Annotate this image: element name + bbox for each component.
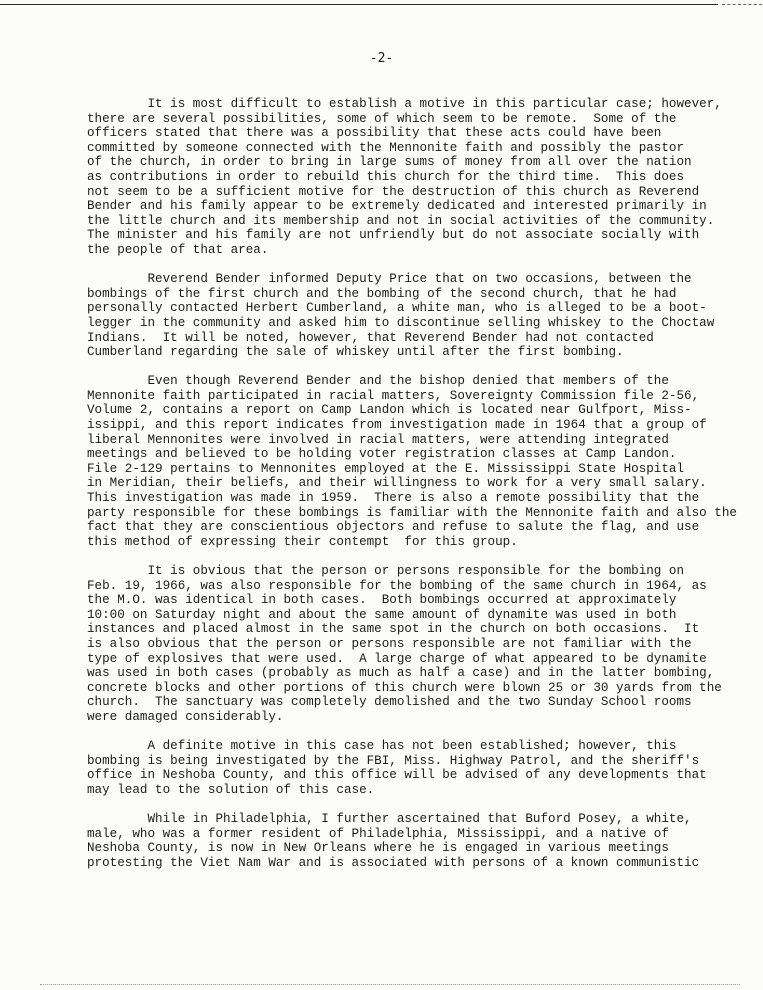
paragraph-bombing-details: It is obvious that the person or persons responsible for the bombing on Feb. 19, 1966, was also responsible for the bombing of the same church in 1964, as the M.O. was identical in both cases. Both bombings occurred at approximately 10:00 on Saturday night and about the same amount of dynamite was used in both instances and placed almost in the same spot in the church on both occasions. It is also obvious that the person or persons responsible are not familiar with the type of explosives that were used. A large charge of what appeared to be dynamite was used in both cases (probably as much as half a case) and in the latter bombing, concrete blocks and other portions of this church were blown 25 or 30 yards from the church. The sanctuary was completely demolished and the two Sunday School rooms were damaged considerably.	[87, 564, 722, 724]
bottom-rule	[40, 984, 740, 985]
page-number: -2-	[369, 51, 394, 66]
top-rule-dashed	[722, 4, 762, 5]
top-rule	[0, 4, 718, 5]
paragraph-cumberland: Reverend Bender informed Deputy Price that on two occasions, between the bombings of the first church and the bombing of the second church, that he had personally contacted Herbert Cumberland, a white man, who is alleged to be a boot- legger in the community and asked him to discontinue selling whiskey to the Choctaw Indians. It will be noted, however, that Reverend Bender had not contacted Cumberland regarding the sale of whiskey until after the first bombing.	[87, 272, 715, 360]
paragraph-motive: It is most difficult to establish a motive in this particular case; however, there are several possibilities, some of which seem to be remote. Some of the officers stated that there was a possibility that these acts could have been committed by someone connected with the Mennonite faith and possibly the pastor of the church, in order to bring in large sums of money from all over the nation as contributions in order to rebuild this church for the third time. This does not seem to be a sufficient motive for the destruction of this church as Reverend Bender and his family appear to be extremely dedicated and interested primarily in the little church and its membership and not in social activities of the community. The minister and his family are not unfriendly but do not associate socially with the people of that area.	[87, 97, 722, 257]
paragraph-investigation: A definite motive in this case has not been established; however, this bombing is being investigated by the FBI, Miss. Highway Patrol, and the sheriff's office in Neshoba County, and this office will be advised of any developments that may lead to the solution of this case.	[87, 739, 707, 797]
body-text	[87, 97, 747, 885]
paragraph-mennonite-files: Even though Reverend Bender and the bishop denied that members of the Mennonite faith participated in racial matters, Sovereignty Commission file 2-56, Volume 2, contains a report on Camp Landon which is located near Gulfport, Miss- issippi, and this report indicates from investigation made in 1964 that a group of liberal Mennonites were involved in racial matters, were attending integrated meetings and believed to be holding voter registration classes at Camp Landon. File 2-129 pertains to Mennonites employed at the E. Mississippi State Hospital in Meridian, their beliefs, and their willingness to work for a very small salary. This investigation was made in 1959. There is also a remote possibility that the party responsible for these bombings is familiar with the Mennonite faith and also the fact that they are conscientious objectors and refuse to salute the flag, and use this method of expressing their contempt for this group.	[87, 374, 737, 549]
paragraph-posey: While in Philadelphia, I further ascertained that Buford Posey, a white, male, who was a former resident of Philadelphia, Mississippi, and a native of Neshoba County, is now in New Orleans where he is engaged in various meetings protesting the Viet Nam War and is associated with persons of a known communistic	[87, 812, 700, 870]
